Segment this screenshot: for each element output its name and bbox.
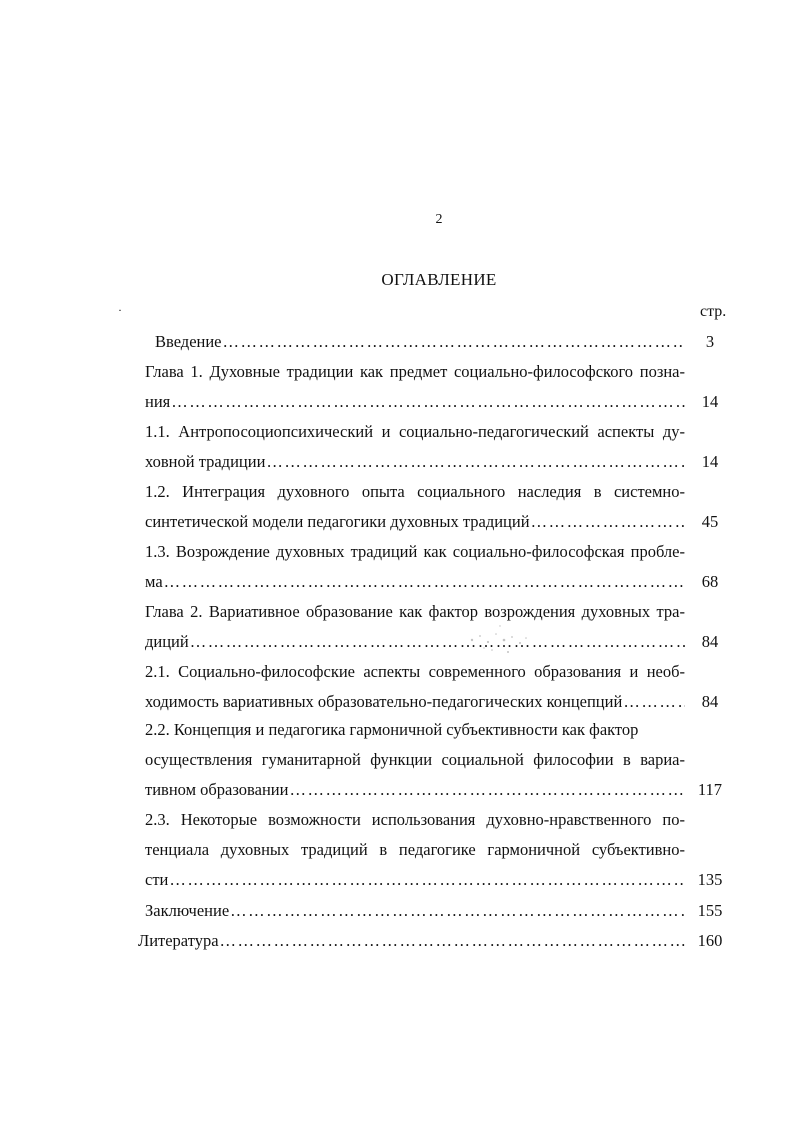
dot-leader [266, 452, 685, 472]
toc-entry-text: осуществления гуманитарной функции социальной философии в вариа- [145, 750, 685, 769]
toc-entry-2-1 [145, 692, 685, 712]
toc-entry-text: 1.3. Возрождение духовных традиций как социально-философская пробле- [145, 542, 685, 561]
toc-entry-text: Глава 2. Вариативное образование как фактор возрождения духовных тра- [145, 602, 685, 621]
page-column-label: стр. [700, 303, 727, 320]
toc-page-number: 117 [697, 780, 723, 799]
dot-leader [169, 870, 685, 890]
toc-page-number: 3 [705, 332, 715, 351]
toc-page-number: 14 [701, 392, 719, 411]
toc-entry-text: Заключение [145, 901, 230, 920]
scan-smudge [462, 618, 542, 660]
toc-page-number: 45 [701, 512, 719, 531]
toc-entry-conclusion [145, 901, 685, 921]
toc-entry-chapter-2 [145, 632, 685, 652]
toc-entry-text: 1.1. Антропосоциопсихический и социально-педагогический аспекты ду- [145, 422, 685, 441]
toc-page-number: 84 [701, 692, 719, 711]
dot-leader [164, 572, 685, 592]
toc-entry-1-3 [145, 572, 685, 592]
toc-entry-text: синтетической модели педагогики духовных традиций [145, 512, 530, 531]
toc-page-number: 84 [701, 632, 719, 651]
dot-leader [623, 692, 685, 712]
toc-page-number: 160 [697, 931, 723, 950]
toc-entry-text: 2.3. Некоторые возможности использования духовно-нравственного по- [145, 810, 685, 829]
toc-entry-text: Глава 1. Духовные традиции как предмет социально-философского позна- [145, 362, 685, 381]
toc-entry-text: тивном образовании [145, 780, 289, 799]
toc-page-number: 155 [697, 901, 723, 920]
dot-leader [289, 780, 685, 800]
dot-leader [230, 901, 685, 921]
toc-entry-text: диций [145, 632, 189, 651]
dot-leader [223, 332, 685, 352]
toc-entry-text: 2.2. Концепция и педагогика гармоничной субъективности как фактор [145, 720, 639, 739]
toc-page-number: 135 [697, 870, 723, 889]
dot-leader [171, 392, 685, 412]
toc-entry-2-2 [145, 780, 685, 800]
toc-entry-1-2 [145, 512, 685, 532]
toc-title: ОГЛАВЛЕНИЕ [381, 270, 497, 289]
toc-entry-literature [138, 931, 685, 951]
toc-entry-introduction [155, 332, 685, 352]
dot-leader [190, 632, 685, 652]
dot-leader [220, 931, 685, 951]
toc-entry-1-1 [145, 452, 685, 472]
toc-entry-text: ма [145, 572, 163, 591]
toc-entry-text: 2.1. Социально-философские аспекты современного образования и необ- [145, 662, 685, 681]
toc-page-number: 68 [701, 572, 719, 591]
toc-entry-text: ховной традиции [145, 452, 266, 471]
toc-entry-2-3 [145, 870, 685, 890]
toc-entry-text: 1.2. Интеграция духовного опыта социального наследия в системно- [145, 482, 685, 501]
toc-entry-text: ния [145, 392, 171, 411]
stray-mark: · [118, 303, 122, 317]
page-number: 2 [435, 212, 443, 227]
toc-entry-text: ходимость вариативных образовательно-педагогических концепций [145, 692, 623, 711]
toc-entry-text: Введение [155, 332, 222, 351]
dot-leader [531, 512, 685, 532]
toc-page-number: 14 [701, 452, 719, 471]
toc-entry-chapter-1 [145, 392, 685, 412]
toc-entry-text: тенциала духовных традиций в педагогике гармоничной субъективно- [145, 840, 685, 859]
toc-entry-text: Литература [138, 931, 219, 950]
toc-entry-text: сти [145, 870, 169, 889]
